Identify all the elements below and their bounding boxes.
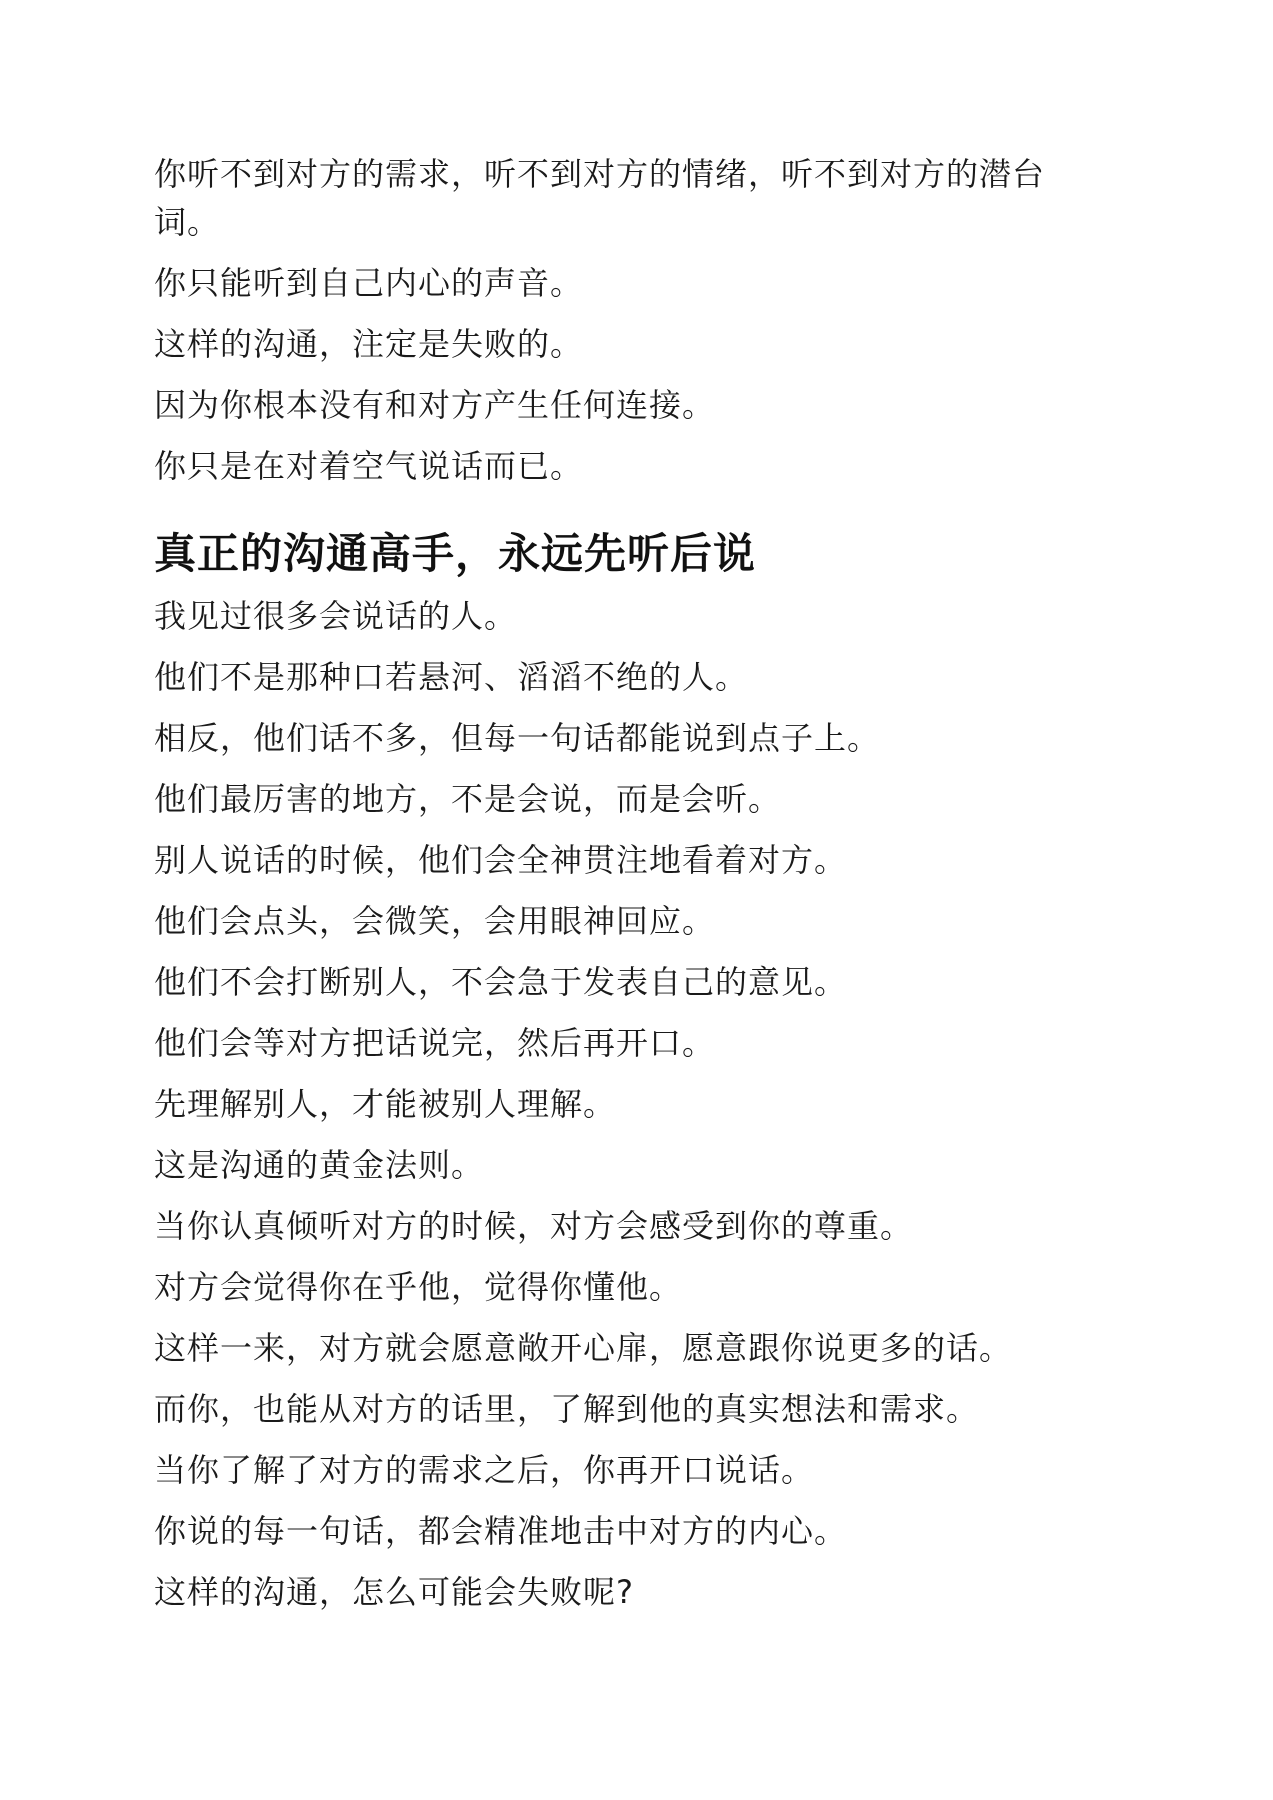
section-paragraph: 我见过很多会说话的人。 bbox=[154, 597, 518, 635]
section-paragraph: 别人说话的时候，他们会全神贯注地看着对方。 bbox=[154, 841, 848, 879]
intro-paragraph: 你只是在对着空气说话而已。 bbox=[154, 447, 584, 485]
section-paragraph: 这是沟通的黄金法则。 bbox=[154, 1146, 485, 1184]
section-heading: 真正的沟通高手，永远先听后说 bbox=[154, 529, 757, 578]
section-paragraph: 对方会觉得你在乎他，觉得你懂他。 bbox=[154, 1268, 683, 1306]
section-paragraph: 这样一来，对方就会愿意敞开心扉，愿意跟你说更多的话。 bbox=[154, 1329, 1013, 1367]
document-page bbox=[154, 150, 1154, 1629]
section-paragraph: 他们不是那种口若悬河、滔滔不绝的人。 bbox=[154, 658, 749, 696]
section-paragraph: 他们会点头，会微笑，会用眼神回应。 bbox=[154, 902, 716, 940]
intro-paragraph: 这样的沟通，注定是失败的。 bbox=[154, 325, 584, 363]
intro-paragraph: 你听不到对方的需求，听不到对方的情绪，听不到对方的潜台词。 bbox=[154, 155, 1046, 241]
section-paragraph: 当你了解了对方的需求之后，你再开口说话。 bbox=[154, 1451, 815, 1489]
section-paragraph: 他们不会打断别人，不会急于发表自己的意见。 bbox=[154, 963, 848, 1001]
section-paragraph: 先理解别人，才能被别人理解。 bbox=[154, 1085, 617, 1123]
section-paragraph: 当你认真倾听对方的时候，对方会感受到你的尊重。 bbox=[154, 1207, 914, 1245]
intro-paragraph: 你只能听到自己内心的声音。 bbox=[154, 264, 584, 302]
section-paragraph: 相反，他们话不多，但每一句话都能说到点子上。 bbox=[154, 719, 881, 757]
intro-paragraph: 因为你根本没有和对方产生任何连接。 bbox=[154, 386, 716, 424]
section-paragraph: 你说的每一句话，都会精准地击中对方的内心。 bbox=[154, 1512, 848, 1550]
section-paragraph: 而你，也能从对方的话里，了解到他的真实想法和需求。 bbox=[154, 1390, 980, 1428]
section-paragraph: 这样的沟通，怎么可能会失败呢? bbox=[154, 1573, 634, 1611]
section-paragraph: 他们最厉害的地方，不是会说，而是会听。 bbox=[154, 780, 782, 818]
section-paragraph: 他们会等对方把话说完，然后再开口。 bbox=[154, 1024, 716, 1062]
